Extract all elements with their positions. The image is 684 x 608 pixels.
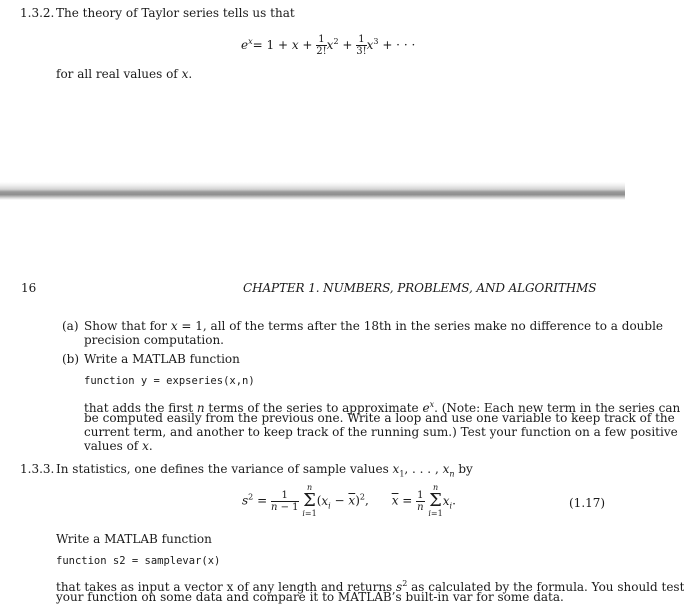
part-a-text-line2: precision computation. — [84, 333, 224, 347]
part-a-label: (a) — [62, 319, 79, 333]
page-number: 16 — [21, 281, 37, 295]
part-b-desc-line1: that adds the first n terms of the series to approximate $e^x$. (Note: Each new term in the series can — [84, 400, 681, 415]
part-b-label: (b) — [62, 352, 80, 366]
chapter-heading: CHAPTER 1. NUMBERS, PROBLEMS, AND ALGORITHMS — [243, 281, 597, 295]
problem-number-1-3-3: 1.3.3. — [20, 462, 55, 476]
part-b-intro: Write a MATLAB function — [84, 352, 240, 366]
problem-1-3-3-desc-line2: your function on some data and compare it to MATLAB’s built-in var for some data. — [56, 590, 564, 604]
variance-equation: $s^2$ = $\frac{1}{n - 1}$ n Σ $i=1(x_i - \overline{x})^2$, $\overline{x}$ = $\frac{1}{n}$ n Σ $i=1x_i$. — [242, 483, 456, 518]
problem-1-3-3-desc-line1: that takes as input a vector x of any length and returns $s^2$ as calculated by the formula. You should test — [56, 579, 684, 594]
page-separator — [0, 182, 625, 200]
part-b-desc-line4: values of x. — [84, 439, 153, 453]
problem-closing-1-3-2: for all real values of x. — [56, 67, 193, 81]
taylor-series-formula: $e^x= 1 + x$ + $\frac{1}{2!}$ $x^2$ + $\frac{1}{3!}$ $x^3$ + · · · — [241, 34, 416, 57]
problem-number-1-3-2: 1.3.2. — [20, 6, 55, 20]
part-b-desc-line3: current term, and another to keep track of the running sum.) Test your function on a few positive — [84, 425, 678, 439]
equation-number: (1.17) — [569, 496, 606, 510]
part-b-desc-line2: be computed easily from the previous one. Write a loop and use one variable to keep track of the — [84, 411, 675, 425]
write-function-1-3-3: Write a MATLAB function — [56, 532, 212, 546]
part-a-text-line1: Show that for x = 1, all of the terms after the 18th in the series make no difference to a double — [84, 319, 664, 333]
code-expseries: function y = expseries(x,n) — [84, 375, 255, 387]
problem-intro-1-3-2: The theory of Taylor series tells us that — [56, 6, 295, 20]
problem-intro-1-3-3: In statistics, one defines the variance of sample values $x_1$, . . . , $x_n$ by — [56, 462, 473, 479]
code-samplevar: function s2 = samplevar(x) — [56, 555, 221, 567]
